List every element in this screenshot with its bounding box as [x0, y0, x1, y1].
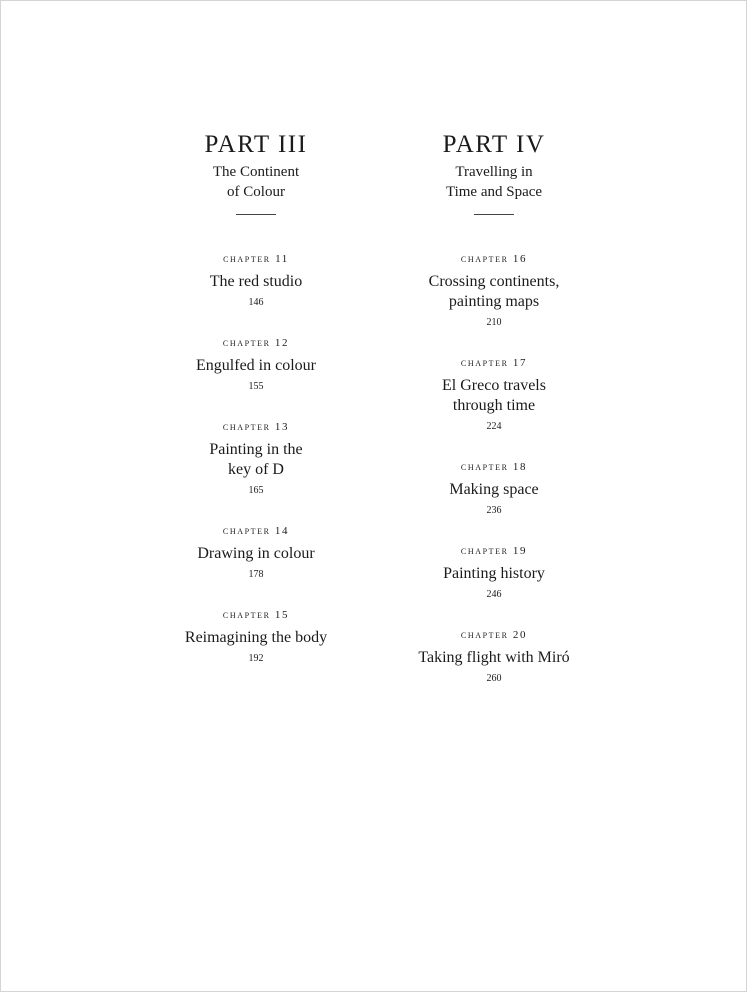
- part-divider: [236, 214, 276, 215]
- chapter-title: Making space: [449, 481, 539, 498]
- chapter-entry[interactable]: [141, 252, 371, 309]
- chapter-title: The red studio: [209, 273, 303, 290]
- chapter-page-number: 165: [248, 485, 264, 496]
- chapter-title: El Greco travels through time: [442, 377, 546, 414]
- chapter-title: Painting in the key of D: [209, 441, 303, 478]
- chapter-label: chapter 16: [460, 253, 528, 265]
- chapter-entry[interactable]: [379, 544, 609, 601]
- chapter-title: Painting history: [443, 565, 545, 582]
- chapter-page-number: 146: [248, 297, 264, 308]
- chapter-entry[interactable]: [379, 460, 609, 517]
- chapter-label: chapter 17: [460, 357, 528, 369]
- chapter-entry[interactable]: [141, 336, 371, 393]
- chapter-label: chapter 20: [460, 629, 528, 641]
- chapter-title: Crossing continents, painting maps: [428, 273, 560, 310]
- chapter-entry[interactable]: [379, 628, 609, 685]
- chapter-page-number: 192: [248, 653, 264, 664]
- chapter-page-number: 260: [486, 673, 502, 684]
- chapter-page-number: 224: [486, 421, 502, 432]
- chapter-list: [379, 252, 609, 685]
- chapter-page-number: 178: [248, 569, 264, 580]
- chapter-title: Drawing in colour: [197, 545, 315, 562]
- chapter-page-number: 155: [248, 381, 264, 392]
- chapter-page-number: 236: [486, 505, 502, 516]
- chapter-label: chapter 15: [222, 609, 290, 621]
- part-divider: [474, 214, 514, 215]
- chapter-list: [141, 252, 371, 665]
- part-subtitle: Travelling in Time and Space: [445, 164, 543, 200]
- chapter-label: chapter 14: [222, 525, 290, 537]
- chapter-page-number: 246: [486, 589, 502, 600]
- part-subtitle: The Continent of Colour: [212, 164, 300, 200]
- part-title: PART IV: [442, 131, 546, 158]
- chapter-title: Reimagining the body: [184, 629, 328, 646]
- chapter-title: Taking flight with Miró: [418, 649, 570, 666]
- chapter-label: chapter 19: [460, 545, 528, 557]
- chapter-entry[interactable]: [379, 252, 609, 329]
- chapter-page-number: 210: [486, 317, 502, 328]
- part-title: PART III: [204, 131, 308, 158]
- part-iii-column: [141, 131, 371, 665]
- chapter-entry[interactable]: [141, 608, 371, 665]
- chapter-label: chapter 18: [460, 461, 528, 473]
- chapter-label: chapter 11: [223, 253, 289, 265]
- chapter-entry[interactable]: [141, 420, 371, 497]
- chapter-entry[interactable]: [141, 524, 371, 581]
- chapter-entry[interactable]: [379, 356, 609, 433]
- chapter-label: chapter 12: [222, 337, 290, 349]
- chapter-title: Engulfed in colour: [196, 357, 316, 374]
- chapter-label: chapter 13: [222, 421, 290, 433]
- part-iv-column: [379, 131, 609, 685]
